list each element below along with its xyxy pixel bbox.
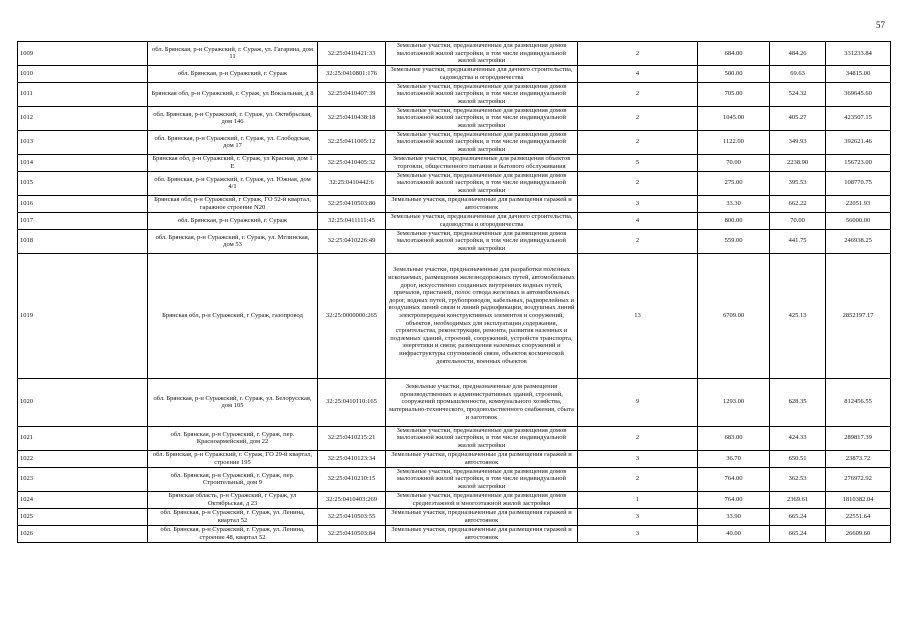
table-row — [18, 450, 891, 467]
land-use-cell: Земельные участки, предназначенные для размещения домов малоэтажной жилой застройки, в том числе индивидуальной жилой застройки — [386, 467, 578, 491]
cadastral-number-cell: 32:25:0411005:12 — [318, 130, 386, 154]
land-use-cell: Земельные участки, предназначенные для размещения домов малоэтажной жилой застройки, в том числе индивидуальной жилой застройки — [386, 42, 578, 66]
cadastral-value-cell: 56000.00 — [826, 212, 891, 229]
row-number: 1016 — [18, 195, 148, 212]
land-use-cell: Земельные участки, предназначенные для размещения домов малоэтажной жилой застройки, в том числе индивидуальной жилой застройки — [386, 171, 578, 195]
cadastral-number-cell: 32:25:0410405:32 — [318, 154, 386, 171]
cadastral-value-cell: 22551.64 — [826, 508, 891, 525]
group-cell: 4 — [578, 65, 698, 82]
group-cell: 4 — [578, 212, 698, 229]
cadastral-value-cell: 34815.00 — [826, 65, 891, 82]
land-use-cell: Земельные участки, предназначенные для размещения гаражей и автостоянок — [386, 508, 578, 525]
address-cell: обл. Брянская, р-н Суражский, г. Сураж, пер. Красноармейский, дом 22 — [148, 426, 318, 450]
cadastral-number-cell: 32:25:0410215:21 — [318, 426, 386, 450]
land-use-cell: Земельные участки, предназначенные для дачного строительства, садоводства и огородничества — [386, 65, 578, 82]
group-cell: 1 — [578, 491, 698, 508]
row-number: 1017 — [18, 212, 148, 229]
group-cell: 2 — [578, 106, 698, 130]
specific-value-cell: 484.26 — [770, 42, 826, 66]
row-number: 1014 — [18, 154, 148, 171]
specific-value-cell: 2238.90 — [770, 154, 826, 171]
table-row — [18, 154, 891, 171]
row-number: 1013 — [18, 130, 148, 154]
table-row — [18, 467, 891, 491]
cadastral-number-cell: 32:25:0410503:84 — [318, 525, 386, 542]
specific-value-cell: 650.51 — [770, 450, 826, 467]
page-number: 57 — [876, 20, 885, 30]
group-cell: 13 — [578, 253, 698, 378]
cadastral-number-cell: 32:25:0410210:15 — [318, 467, 386, 491]
cadastral-number-cell: 32:25:0410503:55 — [318, 508, 386, 525]
specific-value-cell: 665.24 — [770, 525, 826, 542]
specific-value-cell: 524.32 — [770, 82, 826, 106]
table-row — [18, 212, 891, 229]
area-cell: 800.00 — [698, 212, 770, 229]
area-cell: 6709.00 — [698, 253, 770, 378]
row-number: 1009 — [18, 42, 148, 66]
table-row — [18, 130, 891, 154]
land-use-cell: Земельные участки, предназначенные для размещения гаражей и автостоянок — [386, 450, 578, 467]
cadastral-value-cell: 23873.72 — [826, 450, 891, 467]
cadastral-value-cell: 108770.75 — [826, 171, 891, 195]
group-cell: 3 — [578, 195, 698, 212]
cadastral-number-cell: 32:25:0410421:33 — [318, 42, 386, 66]
land-use-cell: Земельные участки, предназначенные для размещения домов среднеэтажной и многоэтажной жилой застройки — [386, 491, 578, 508]
address-cell: обл. Брянская, р-н Суражский, г. Сураж — [148, 65, 318, 82]
area-cell: 275.00 — [698, 171, 770, 195]
cadastral-number-cell: 32:25:0410403:269 — [318, 491, 386, 508]
specific-value-cell: 70.00 — [770, 212, 826, 229]
row-number: 1018 — [18, 229, 148, 253]
table-row — [18, 426, 891, 450]
land-use-cell: Земельные участки, предназначенные для размещения производственных и административных зданий, строений, сооружений промышленности, коммунального хозяйства, материально-технического, продовольственного снабжения, сбыта и заготовок — [386, 378, 578, 426]
address-cell: обл. Брянская, р-н Суражский, г. Сураж, ул. Ленина, квартал 52 — [148, 508, 318, 525]
area-cell: 33.90 — [698, 508, 770, 525]
group-cell: 2 — [578, 426, 698, 450]
table-row — [18, 378, 891, 426]
cadastral-value-cell: 369645.60 — [826, 82, 891, 106]
row-number: 1022 — [18, 450, 148, 467]
row-number: 1021 — [18, 426, 148, 450]
cadastral-value-cell: 289817.39 — [826, 426, 891, 450]
cadastral-number-cell: 32:25:0000000:265 — [318, 253, 386, 378]
area-cell: 683.00 — [698, 426, 770, 450]
table-body — [18, 42, 891, 543]
group-cell: 2 — [578, 42, 698, 66]
land-use-cell: Земельные участки, предназначенные для дачного строительства, садоводства и огородничества — [386, 212, 578, 229]
cadastral-value-cell: 2852197.17 — [826, 253, 891, 378]
row-number: 1015 — [18, 171, 148, 195]
group-cell: 2 — [578, 130, 698, 154]
group-cell: 2 — [578, 229, 698, 253]
group-cell: 2 — [578, 467, 698, 491]
address-cell: обл. Брянская, р-н Суражский, г. Сураж, ул. Белорусская, дом 105 — [148, 378, 318, 426]
address-cell: обл. Брянская, р-н Суражский, г. Сураж, пер. Строительный, дом 9 — [148, 467, 318, 491]
row-number: 1010 — [18, 65, 148, 82]
address-cell: обл. Брянская, р-н Суражский, г. Сураж, ГО 29-й квартал, строение 195 — [148, 450, 318, 467]
cadastral-value-cell: 246938.25 — [826, 229, 891, 253]
row-number: 1023 — [18, 467, 148, 491]
area-cell: 500.00 — [698, 65, 770, 82]
address-cell: Брянская область, р-н Суражский, г Сураж, ул Октябрьская, д 23 — [148, 491, 318, 508]
table-row — [18, 253, 891, 378]
address-cell: Брянская обл, р-н Суражский, г. Сураж, ул Вокзальная, д 8 — [148, 82, 318, 106]
cadastral-value-cell: 1810382.04 — [826, 491, 891, 508]
land-use-cell: Земельные участки, предназначенные для размещения домов малоэтажной жилой застройки, в том числе индивидуальной жилой застройки — [386, 229, 578, 253]
row-number: 1026 — [18, 525, 148, 542]
table-row — [18, 42, 891, 66]
cadastral-value-cell: 392621.46 — [826, 130, 891, 154]
cadastral-number-cell: 32:25:0410801:176 — [318, 65, 386, 82]
cadastral-value-table — [17, 41, 891, 543]
address-cell: обл. Брянская, р-н Суражский, г. Сураж, ул. Октябрьская, дом 146 — [148, 106, 318, 130]
specific-value-cell: 349.93 — [770, 130, 826, 154]
cadastral-value-cell: 276972.92 — [826, 467, 891, 491]
row-number: 1012 — [18, 106, 148, 130]
specific-value-cell: 395.53 — [770, 171, 826, 195]
area-cell: 1122.00 — [698, 130, 770, 154]
specific-value-cell: 2369.61 — [770, 491, 826, 508]
address-cell: обл. Брянская, р-н Суражский, г. Сураж — [148, 212, 318, 229]
land-use-cell: Земельные участки, предназначенные для размещения домов малоэтажной жилой застройки, в том числе индивидуальной жилой застройки — [386, 82, 578, 106]
table-row — [18, 171, 891, 195]
land-use-cell: Земельные участки, предназначенные для размещения гаражей и автостоянок — [386, 195, 578, 212]
cadastral-number-cell: 32:25:0410123:34 — [318, 450, 386, 467]
address-cell: обл. Брянская, р-н Суражский, г. Сураж, ул. Мглинская, дом 53 — [148, 229, 318, 253]
row-number: 1011 — [18, 82, 148, 106]
cadastral-number-cell: 32:25:0410407:39 — [318, 82, 386, 106]
area-cell: 559.00 — [698, 229, 770, 253]
address-cell: обл. Брянская, р-н Суражский, г. Сураж, ул. Гагарина, дом 11 — [148, 42, 318, 66]
row-number: 1020 — [18, 378, 148, 426]
area-cell: 1045.00 — [698, 106, 770, 130]
table-row — [18, 491, 891, 508]
area-cell: 70.00 — [698, 154, 770, 171]
area-cell: 33.30 — [698, 195, 770, 212]
cadastral-number-cell: 32:25:0411111:45 — [318, 212, 386, 229]
cadastral-number-cell: 32:25:0410226:49 — [318, 229, 386, 253]
cadastral-value-cell: 423507.15 — [826, 106, 891, 130]
cadastral-value-cell: 26609.60 — [826, 525, 891, 542]
address-cell: обл. Брянская, р-н Суражский, г. Сураж, ул. Слободская, дом 17 — [148, 130, 318, 154]
row-number: 1019 — [18, 253, 148, 378]
area-cell: 684.00 — [698, 42, 770, 66]
specific-value-cell: 69.63 — [770, 65, 826, 82]
cadastral-value-cell: 812456.55 — [826, 378, 891, 426]
cadastral-value-cell: 156723.00 — [826, 154, 891, 171]
table-row — [18, 525, 891, 542]
specific-value-cell: 628.35 — [770, 378, 826, 426]
group-cell: 9 — [578, 378, 698, 426]
address-cell: Брянская обл, р-н Суражский, г Сураж, ГО 52-й квартал, гаражное строение N20 — [148, 195, 318, 212]
land-use-cell: Земельные участки, предназначенные для размещения домов малоэтажной жилой застройки, в том числе индивидуальной жилой застройки — [386, 130, 578, 154]
area-cell: 1293.00 — [698, 378, 770, 426]
land-use-cell: Земельные участки, предназначенные для размещения объектов торговли, общественного питания и бытового обслуживания — [386, 154, 578, 171]
group-cell: 3 — [578, 450, 698, 467]
area-cell: 36.70 — [698, 450, 770, 467]
address-cell: обл. Брянская, р-н Суражский, г. Сураж, ул. Южная, дом 4/1 — [148, 171, 318, 195]
group-cell: 5 — [578, 154, 698, 171]
address-cell: Брянская обл, р-н Суражский, г Сураж, газопровод — [148, 253, 318, 378]
row-number: 1024 — [18, 491, 148, 508]
specific-value-cell: 662.22 — [770, 195, 826, 212]
group-cell: 3 — [578, 525, 698, 542]
cadastral-number-cell: 32:25:0410438:18 — [318, 106, 386, 130]
table-row — [18, 229, 891, 253]
table-row — [18, 82, 891, 106]
group-cell: 2 — [578, 171, 698, 195]
specific-value-cell: 362.53 — [770, 467, 826, 491]
table-row — [18, 195, 891, 212]
area-cell: 764.00 — [698, 467, 770, 491]
address-cell: обл. Брянская, р-н Суражский, г. Сураж, ул. Ленина, строение 48, квартал 52 — [148, 525, 318, 542]
cadastral-value-cell: 331233.84 — [826, 42, 891, 66]
row-number: 1025 — [18, 508, 148, 525]
cadastral-number-cell: 32:25:0410442:6 — [318, 171, 386, 195]
table-row — [18, 106, 891, 130]
cadastral-value-cell: 22051.93 — [826, 195, 891, 212]
specific-value-cell: 424.33 — [770, 426, 826, 450]
table-row — [18, 65, 891, 82]
land-use-cell: Земельные участки, предназначенные для размещения гаражей и автостоянок — [386, 525, 578, 542]
cadastral-number-cell: 32:25:0410110:165 — [318, 378, 386, 426]
group-cell: 2 — [578, 82, 698, 106]
area-cell: 764.00 — [698, 491, 770, 508]
land-use-cell: Земельные участки, предназначенные для разработки полезных ископаемых, размещения железнодорожных путей, автомобильных дорог, искусственно созданных внутренних водных путей, причалов, пристаней, полос отвода железных и автомобильных дорог, водных путей, трубопроводов, кабельных, радиорелейных и воздушных линий связи и линий радиофикации, воздушных линий электропередачи конструктивных элементов и сооружений, объектов, необходимых для эксплуатации,содержания, строительства, реконструкции, ремонта, развития наземных и подземных зданий, строений, сооружений, устройств транспорта, энергетики и связи; размещения наземных сооружений и инфраструктуры спутниковой связи, объектов космической деятельности, военных объектов — [386, 253, 578, 378]
land-use-cell: Земельные участки, предназначенные для размещения домов малоэтажной жилой застройки, в том числе индивидуальной жилой застройки — [386, 106, 578, 130]
area-cell: 705.00 — [698, 82, 770, 106]
specific-value-cell: 425.13 — [770, 253, 826, 378]
land-use-cell: Земельные участки, предназначенные для размещения домов малоэтажной жилой застройки, в том числе индивидуальной жилой застройки — [386, 426, 578, 450]
group-cell: 3 — [578, 508, 698, 525]
specific-value-cell: 665.24 — [770, 508, 826, 525]
area-cell: 40.00 — [698, 525, 770, 542]
table-row — [18, 508, 891, 525]
specific-value-cell: 441.75 — [770, 229, 826, 253]
address-cell: Брянская обл, р-н Суражский, г. Сураж, ул Красная, дом 1 Е — [148, 154, 318, 171]
specific-value-cell: 405.27 — [770, 106, 826, 130]
cadastral-number-cell: 32:25:0410503:80 — [318, 195, 386, 212]
